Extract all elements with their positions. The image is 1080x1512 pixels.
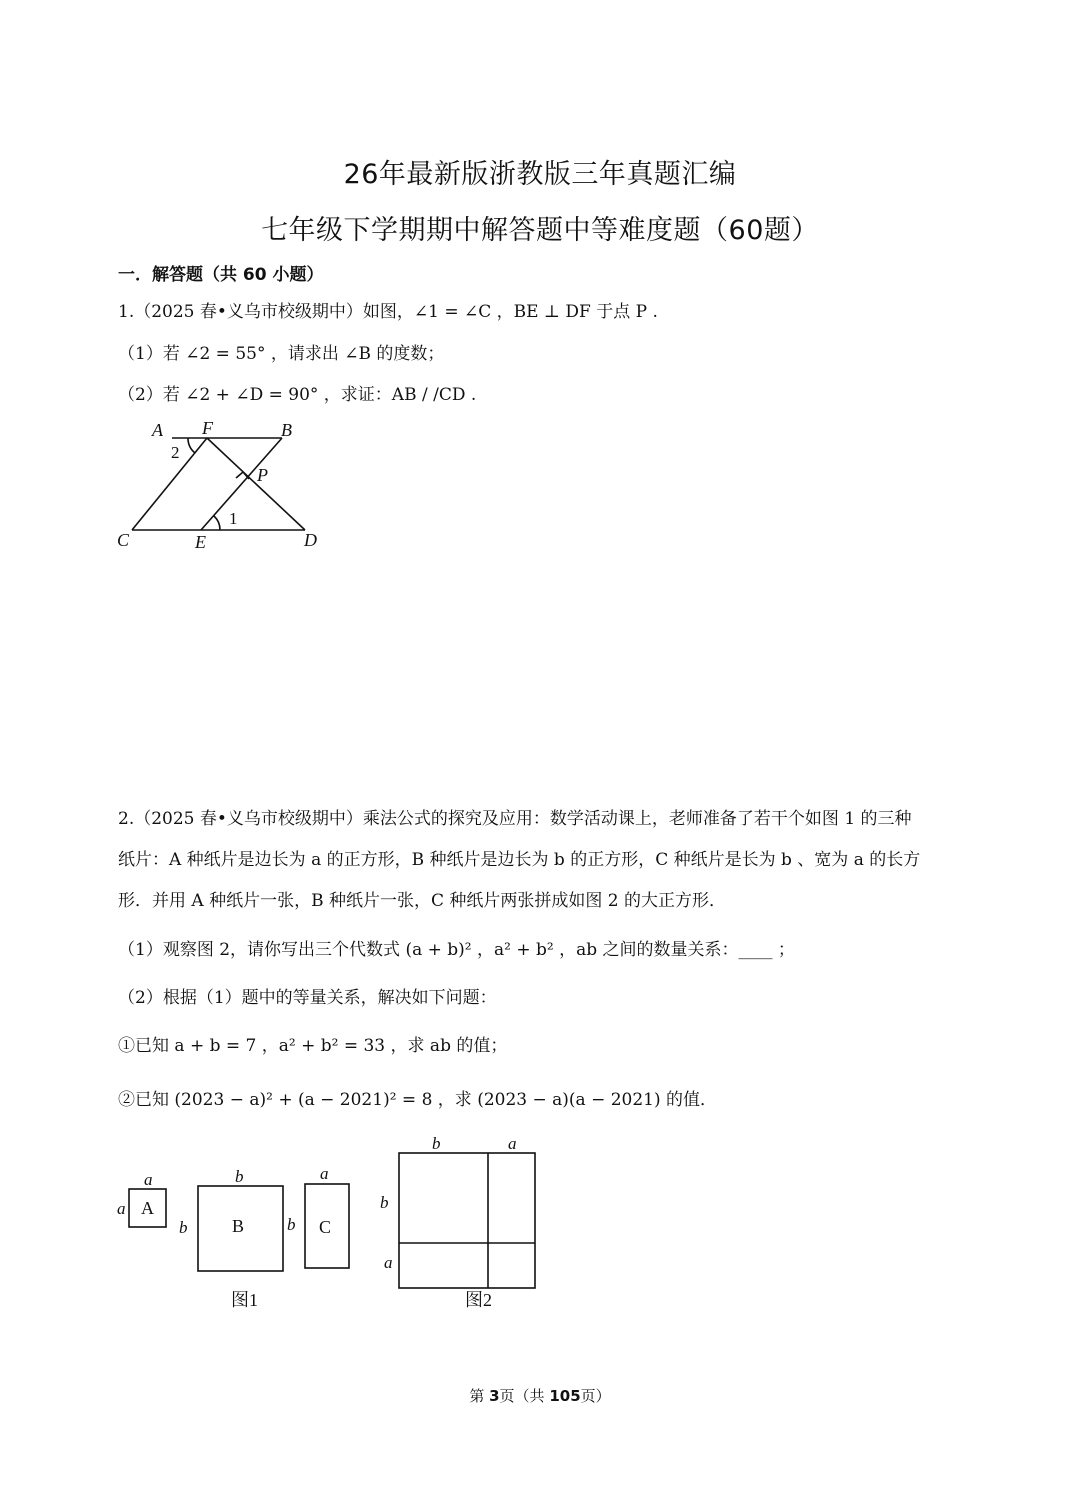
page-footer <box>0 1385 1080 1406</box>
q2-sub1: ①已知 a + b = 7 ，a² + b² = 33 ，求 ab 的值； <box>118 1036 508 1056</box>
label-P: P <box>257 465 268 485</box>
footer-total-pages: 105 <box>549 1387 581 1405</box>
label-A: A <box>152 420 163 440</box>
big-square-top-a: a <box>508 1134 517 1153</box>
page-subtitle: 七年级下学期期中解答题中等难度题（60题） <box>261 215 819 246</box>
right-angle-mark <box>236 472 249 479</box>
q2-sub2: ②已知 (2023 − a)² + (a − 2021)² = 8 ，求 (2023 − a)(a − 2021) 的值． <box>118 1090 718 1110</box>
page-title: 26年最新版浙教版三年真题汇编 <box>343 159 737 190</box>
big-square-left-a: a <box>384 1253 393 1272</box>
q2-line3: 形．并用 A 种纸片一张，B 种纸片一张，C 种纸片两张拼成如图 2 的大正方形． <box>118 891 727 911</box>
tile-B-label: B <box>232 1216 245 1236</box>
segment-CF <box>132 438 207 530</box>
label-angle-2: 2 <box>171 443 180 462</box>
q2-line2: 纸片：A 种纸片是边长为 a 的正方形，B 种纸片是边长为 b 的正方形，C 种纸片是长为 b 、宽为 a 的长方 <box>118 850 921 870</box>
label-D: D <box>304 530 317 550</box>
big-square-left-b: b <box>380 1193 389 1212</box>
segment-EB <box>201 438 282 530</box>
label-E: E <box>195 532 206 552</box>
tile-C-top-side: a <box>320 1164 329 1183</box>
tile-A-left-side: a <box>117 1199 126 1218</box>
label-C: C <box>117 530 130 550</box>
figure2-caption: 图2 <box>465 1290 492 1310</box>
tile-A-top-side: a <box>144 1170 153 1189</box>
section-heading: 一．解答题（共 60 小题） <box>118 265 324 285</box>
q1-part1: （1）若 ∠2 = 55° ，请求出 ∠B 的度数； <box>118 344 445 364</box>
q2-part2: （2）根据（1）题中的等量关系，解决如下问题： <box>118 988 497 1008</box>
segment-FD <box>207 438 305 530</box>
label-B: B <box>281 420 292 440</box>
label-angle-1: 1 <box>229 509 238 528</box>
angle-2-arc <box>188 438 195 453</box>
q1-part2: （2）若 ∠2 + ∠D = 90° ，求证：AB / /CD . <box>118 385 477 405</box>
tile-C-label: C <box>319 1217 332 1237</box>
tile-B-top-side: b <box>235 1167 244 1186</box>
big-square-top-b: b <box>432 1134 441 1153</box>
tile-A-label: A <box>141 1198 154 1218</box>
q1-stem: 1.（2025 春•义乌市校级期中）如图，∠1 = ∠C ，BE ⊥ DF 于点 P . <box>118 302 658 322</box>
footer-mid: 页（共 <box>499 1387 550 1405</box>
footer-prefix: 第 <box>469 1387 490 1405</box>
footer-suffix: 页） <box>580 1387 611 1405</box>
q2-line1: 2.（2025 春•义乌市校级期中）乘法公式的探究及应用：数学活动课上，老师准备了若干个如图 1 的三种 <box>118 809 912 829</box>
figure1-caption: 图1 <box>231 1290 258 1310</box>
q2-part1: （1）观察图 2，请你写出三个代数式 (a + b)² ，a² + b² ，ab 之间的数量关系：____ ； <box>118 940 795 960</box>
label-F: F <box>202 418 213 438</box>
tile-B-left-side: b <box>179 1218 188 1237</box>
angle-1-arc <box>214 516 220 530</box>
tile-C-left-side: b <box>287 1215 296 1234</box>
footer-page-number: 3 <box>489 1387 500 1405</box>
